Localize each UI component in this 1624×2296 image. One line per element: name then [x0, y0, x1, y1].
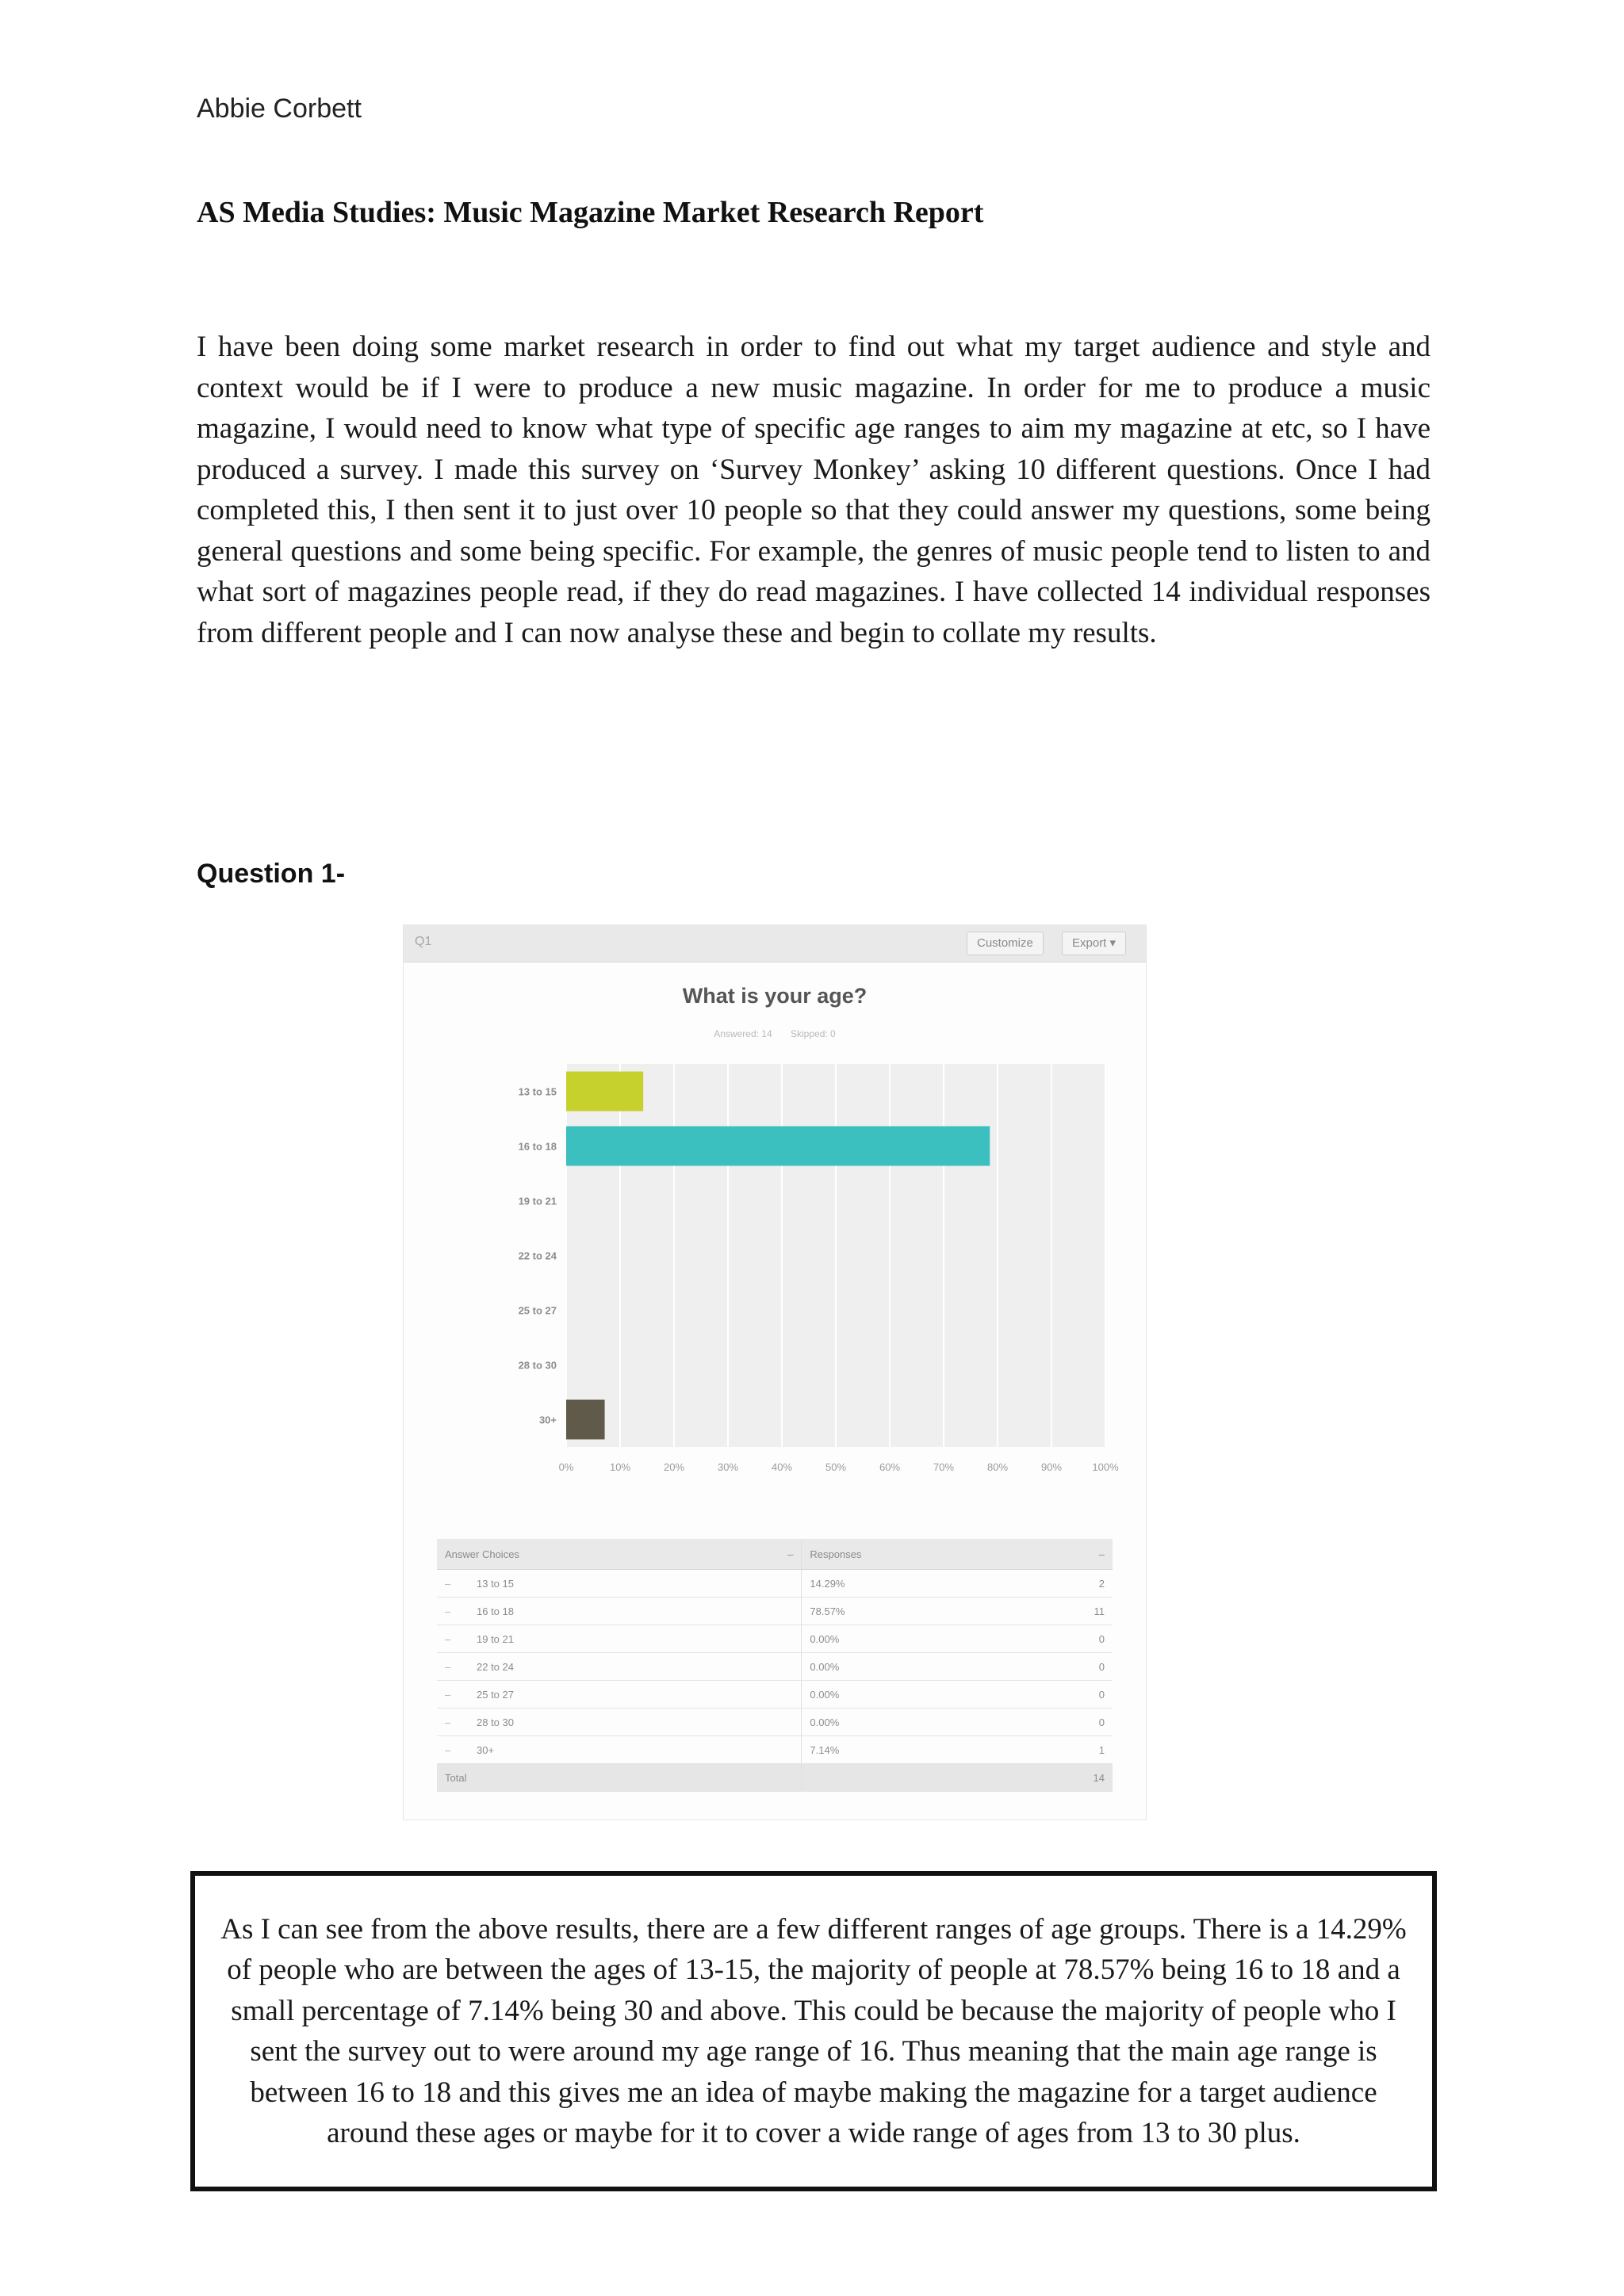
survey-results-panel — [403, 924, 1147, 1820]
row-count: 0 — [1065, 1625, 1113, 1653]
x-tick-label: 30% — [717, 1461, 739, 1473]
row-percent: 0.00% — [802, 1681, 1065, 1709]
table-row — [437, 1681, 1113, 1709]
table-row — [437, 1736, 1113, 1764]
category-label: 13 to 15 — [518, 1085, 557, 1098]
row-percent: 14.29% — [802, 1570, 1065, 1598]
x-tick-label: 70% — [933, 1461, 955, 1473]
sort-icon: – — [1098, 1548, 1105, 1560]
row-dash: – — [437, 1598, 469, 1625]
x-tick-label: 50% — [825, 1461, 847, 1473]
skipped-count: Skipped: 0 — [791, 1028, 836, 1039]
x-tick-label: 90% — [1040, 1461, 1063, 1473]
table-row — [437, 1598, 1113, 1625]
question-heading: Question 1- — [197, 859, 346, 889]
document-title: AS Media Studies: Music Magazine Market Research Report — [197, 196, 984, 229]
table-row — [437, 1709, 1113, 1736]
category-label: 22 to 24 — [518, 1249, 557, 1262]
row-dash: – — [437, 1736, 469, 1764]
row-choice: 19 to 21 — [469, 1625, 802, 1653]
row-percent: 0.00% — [802, 1653, 1065, 1681]
x-tick-label: 10% — [609, 1461, 631, 1473]
row-count: 0 — [1065, 1653, 1113, 1681]
row-percent: 0.00% — [802, 1709, 1065, 1736]
table-header-row — [437, 1539, 1113, 1570]
row-percent: 7.14% — [802, 1736, 1065, 1764]
question-id: Q1 — [415, 935, 432, 948]
row-dash: – — [437, 1681, 469, 1709]
sort-icon: – — [787, 1548, 794, 1560]
row-dash: – — [437, 1625, 469, 1653]
answered-count: Answered: 14 — [714, 1028, 772, 1039]
x-tick-label: 0% — [558, 1461, 574, 1473]
row-count: 0 — [1065, 1681, 1113, 1709]
category-label: 28 to 30 — [518, 1359, 557, 1372]
row-choice: 28 to 30 — [469, 1709, 802, 1736]
x-tick-label: 60% — [879, 1461, 901, 1473]
row-dash: – — [437, 1653, 469, 1681]
age-bar-chart — [404, 925, 1147, 1528]
row-count: 11 — [1065, 1598, 1113, 1625]
table-total-row — [437, 1764, 1113, 1792]
category-label: 19 to 21 — [518, 1195, 557, 1207]
x-tick-label: 40% — [771, 1461, 793, 1473]
category-label: 25 to 27 — [518, 1304, 557, 1317]
customize-button[interactable]: Customize — [967, 932, 1044, 955]
total-count: 14 — [1065, 1764, 1113, 1792]
results-table — [437, 1539, 1113, 1792]
row-percent: 78.57% — [802, 1598, 1065, 1625]
analysis-box — [190, 1871, 1437, 2191]
category-label: 16 to 18 — [518, 1140, 557, 1153]
total-label: Total — [437, 1764, 802, 1792]
row-choice: 13 to 15 — [469, 1570, 802, 1598]
row-choice: 25 to 27 — [469, 1681, 802, 1709]
row-dash: – — [437, 1570, 469, 1598]
row-choice: 16 to 18 — [469, 1598, 802, 1625]
table-row — [437, 1625, 1113, 1653]
row-count: 2 — [1065, 1570, 1113, 1598]
row-count: 0 — [1065, 1709, 1113, 1736]
table-row — [437, 1653, 1113, 1681]
analysis-text: As I can see from the above results, there are a few different ranges of age groups. There is a 14.29% of people who are between the ages of 13-15, the majority of people at 78.57% being 16 to 18 and a small percentage of 7.14% being 30 and above. This could be because the majority of people who I sent the survey out to were around my age range of 16. Thus meaning that the main age range is between 16 to 18 and this gives me an idea of maybe making the magazine for a target audience around these ages or maybe for it to cover a wide range of ages from 13 to 30 plus. — [220, 1912, 1407, 2149]
bar-30plus — [566, 1400, 605, 1440]
table-row — [437, 1570, 1113, 1598]
row-choice: 30+ — [469, 1736, 802, 1764]
row-choice: 22 to 24 — [469, 1653, 802, 1681]
intro-paragraph: I have been doing some market research in order to find out what my target audience and style and context would be if I were to produce a new music magazine. In order for me to produce a music magazine, I would need to know what type of specific age ranges to aim my magazine at etc, so I have produced a survey. I made this survey on ‘Survey Monkey’ asking 10 different questions. Once I had completed this, I then sent it to just over 10 people so that they could answer my questions, some being general questions and some being specific. For example, the genres of music people tend to listen to and what sort of magazines people read, if they do read magazines. I have collected 14 individual responses from different people and I can now analyse these and begin to collate my results. — [197, 331, 1431, 649]
bar-13-to-15 — [566, 1072, 643, 1112]
author-name: Abbie Corbett — [197, 94, 362, 124]
row-count: 1 — [1065, 1736, 1113, 1764]
row-percent: 0.00% — [802, 1625, 1065, 1653]
row-dash: – — [437, 1709, 469, 1736]
export-button[interactable]: Export ▾ — [1062, 932, 1126, 955]
chart-title: What is your age? — [682, 984, 868, 1008]
col-answer-choices[interactable]: Answer Choices – — [437, 1539, 802, 1570]
x-tick-label: 20% — [663, 1461, 685, 1473]
col-responses[interactable]: Responses – — [802, 1539, 1113, 1570]
x-tick-label: 100% — [1092, 1461, 1119, 1473]
bar-16-to-18 — [566, 1127, 990, 1166]
x-tick-label: 80% — [986, 1461, 1009, 1473]
category-label: 30+ — [538, 1414, 557, 1426]
